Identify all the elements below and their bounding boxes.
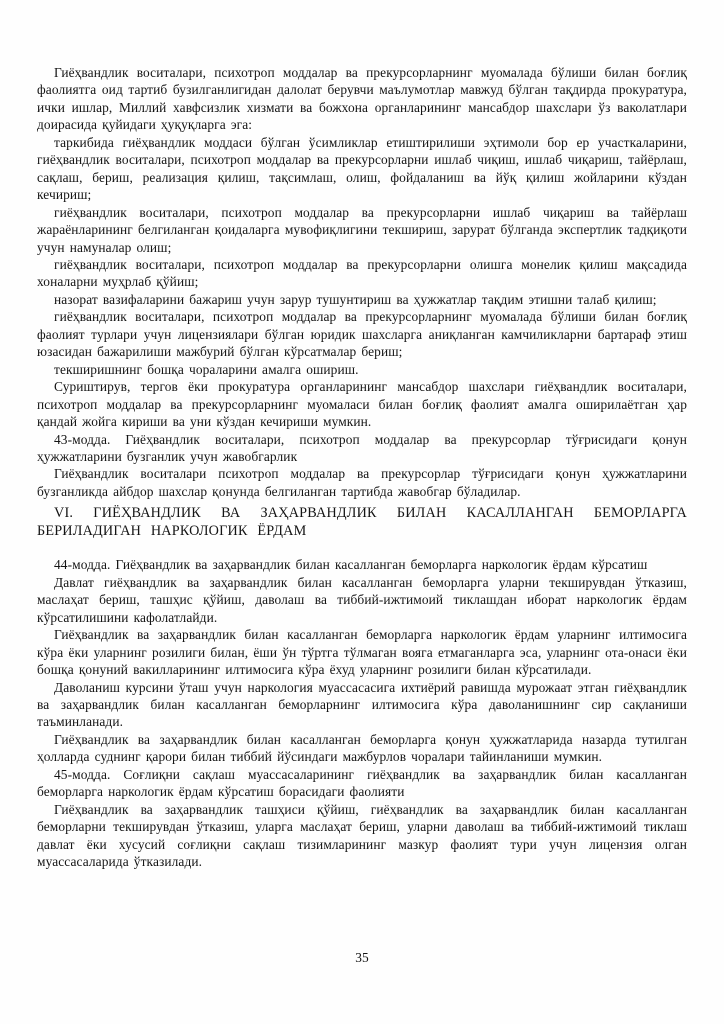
investigators-access-paragraph: Суриштирув, тергов ёки прокуратура органларининг мансабдор шахслари гиёҳвандлик воситалари, психотроп моддалар ва прекурсорларнинг муомаласи билан боғлиқ фаолият амалга оширилаётган ҳар қандай жойга кириши ва уни кўздан кечириши мумкин. (37, 379, 687, 430)
article-44-title: 44-модда. Гиёҳвандлик ва заҳарвандлик билан касалланган беморларга наркологик ёрдам кўрсатиш (54, 557, 648, 573)
list-item-inspect-land-and-places: таркибида гиёҳвандлик моддаси бўлган ўсимликлар етиштирилиши эҳтимоли бор ер участкаларини, гиёҳвандлик воситалари, психотроп моддалар ва прекурсорларни ишлаб чиқиш, ишлаб чиқариш, тайёрлаш, сақлаш, бериш, реализация қилиш, тақсимлаш, олиш, фойдаланиш ва йўқ қилиш жойларини кўздан кечириш; (37, 134, 687, 203)
document-content (37, 64, 687, 870)
article-43-title: 43-модда. Гиёҳвандлик воситалари, психотроп моддалар ва прекурсорлар тўғрисидаги қонун ҳужжатларини бузганлик учун жавобгарлик (37, 431, 687, 464)
article-44-court-measures-paragraph: Гиёҳвандлик ва заҳарвандлик билан касалланган беморларга қонун ҳужжатларида назарда тутилган ҳолларда суднинг қарори билан тиббий йўсиндаги мажбурлов чоралари тайинланиши мумкин. (37, 731, 687, 765)
article-44-confidentiality-paragraph: Даволаниш курсини ўташ учун наркология муассасасига ихтиёрий равишда мурожаат этган гиёҳвандлик ва заҳарвандлик билан касалланган беморларнинг илтимосига кўра даволанишнинг сир сақланиши таъминланади. (37, 679, 687, 730)
list-item-check-production-compliance: гиёҳвандлик воситалари, психотроп моддалар ва прекурсорларни ишлаб чиқариш ва тайёрлаш жараёнларининг белгиланган қоидаларга мувофиқлигини текшириш, зарурат бўлганда экспертлик тадқиқоти учун намуналар олиш; (37, 204, 687, 255)
article-44-consent-paragraph: Гиёҳвандлик ва заҳарвандлик билан касалланган беморларга наркологик ёрдам уларнинг илтимосига кўра ёки уларнинг розилиги билан, ёши ўн тўртга тўлмаган вояга етмаганларга эса, уларнинг ота-онаси ёки бошқа қонуний вакилларининг илтимосига кўра ёхуд уларнинг розилиги билан кўрсатилади. (37, 627, 687, 678)
article-43-body: Гиёҳвандлик воситалари психотроп моддалар ва прекурсорлар тўғрисидаги қонун ҳужжатларини бузганликда айбдор шахслар қонунда белгиланган тартибда жавобгар бўладилар. (37, 466, 687, 499)
list-item-demand-explanations-documents: назорат вазифаларини бажариш учун зарур тушунтириш ва ҳужжатлар тақдим этишни талаб қилиш; (54, 291, 657, 307)
chapter-vi-heading: VI. ГИЁҲВАНДЛИК ВА ЗАҲАРВАНДЛИК БИЛАН КАСАЛЛАНГАН БЕМОРЛАРГА БЕРИЛАДИГАН НАРКОЛОГИК ЁРДАМ (37, 505, 687, 540)
list-item-binding-instructions-to-licensees: гиёҳвандлик воситалари, психотроп моддалар ва прекурсорларнинг муомалада бўлиши билан боғлиқ фаолият турлари учун лицензиялари бўлган юридик шахсларга аниқланган камчиликларни бартараф этиш юзасидан бажарилиши мажбурий бўлган кўрсатмалар бериш; (37, 309, 687, 360)
article-45-body: Гиёҳвандлик ва заҳарвандлик ташҳиси қўйиш, гиёҳвандлик ва заҳарвандлик билан касалланган беморларни текширувдан ўтказиш, уларга маслаҳат бериш, уларни даволаш ва тиббий-ижтимоий тиклаш давлат ёки хусусий соғлиқни сақлаш тизимларининг мазкур фаолият тури учун лицензия олган муассасаларида ўтказилади. (37, 801, 687, 870)
page-number: 35 (355, 950, 369, 965)
article-44-state-guarantee-paragraph: Давлат гиёҳвандлик ва заҳарвандлик билан касалланган беморларга уларни текширувдан ўтказиш, маслаҳат бериш, ташҳис қўйиш, даволаш ва тиббий-ижтимоий тиклашдан иборат наркологик ёрдам кўрсатилишини кафолатлайди. (37, 574, 687, 625)
list-item-seal-rooms: гиёҳвандлик воситалари, психотроп моддалар ва прекурсорларни олишга монелик қилиш мақсадида хоналарни муҳрлаб қўйиш; (37, 256, 687, 290)
article-45-title: 45-модда. Соғлиқни сақлаш муассасаларининг гиёҳвандлик ва заҳарвандлик билан касалланган беморларга наркологик ёрдам кўрсатиш борасидаги фаолияти (37, 766, 687, 800)
list-item-other-inspection-measures: текширишнинг бошқа чораларини амалга ошириш. (54, 361, 359, 377)
intro-officials-rights-paragraph: Гиёҳвандлик воситалари, психотроп моддалар ва прекурсорларнинг муомалада бўлиши билан боғлиқ фаолиятга оид тартиб бузилганлигидан далолат берувчи маълумотлар мавжуд бўлган тақдирда прокуратура, ички ишлар, Миллий хавфсизлик хизмати ва божхона органларининг мансабдор шахслари ўз ваколатлари доирасида қуйидаги ҳуқуқларга эга: (37, 65, 687, 133)
